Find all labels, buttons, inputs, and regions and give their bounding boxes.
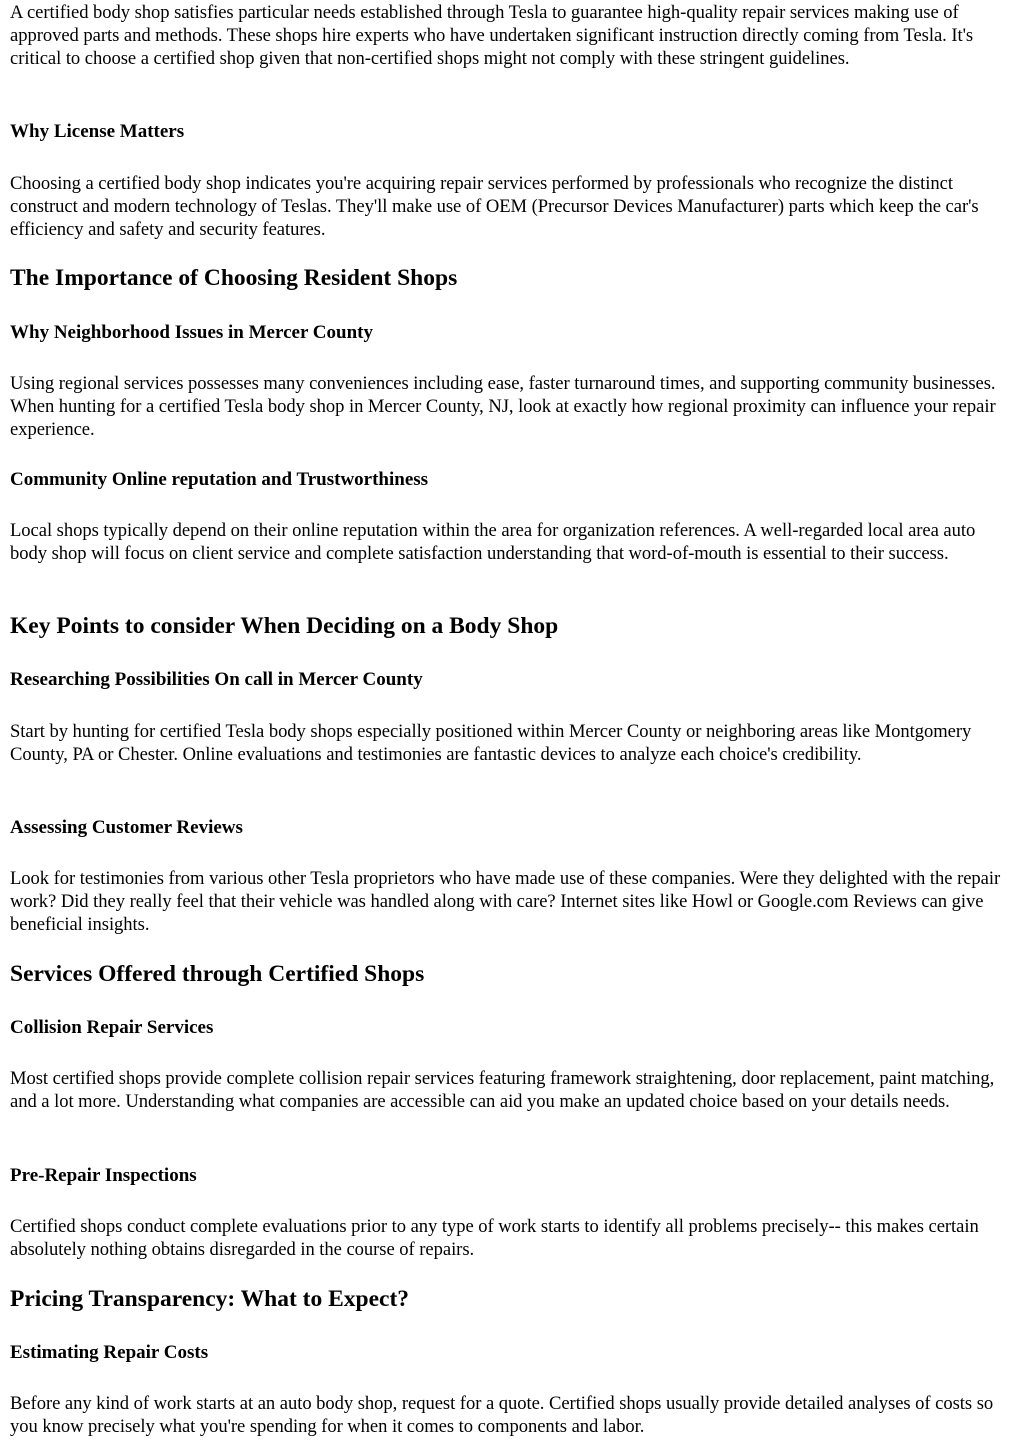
license-paragraph: Choosing a certified body shop indicates you're acquiring repair services performed by professionals who recognize the distinct construct and modern technology of Teslas. They'll make use of OEM (Precursor Devices Manufacturer) parts which keep the car's efficiency and safety and security features.	[10, 173, 979, 241]
reputation-paragraph: Local shops typically depend on their online reputation within the area for organization references. A well-regarded local area auto body shop will focus on client service and complete satisfaction understanding that word-of-mouth is essential to their success.	[10, 520, 976, 565]
collision-paragraph: Most certified shops provide complete collision repair services featuring framework straightening, door replacement, paint matching, and a lot more. Understanding what companies are accessible can aid you make an updated choice based on your details needs.	[10, 1068, 995, 1113]
subheading-community-reputation: Community Online reputation and Trustworthiness	[10, 469, 429, 490]
reviews-paragraph: Look for testimonies from various other Tesla proprietors who have made use of these companies. Were they delighted with the repair work? Did they really feel that their vehicle was handled along with care? Internet sites like Howl or Google.com Reviews can give beneficial insights.	[10, 868, 1001, 936]
subheading-pre-repair-inspections: Pre-Repair Inspections	[10, 1165, 197, 1186]
subheading-customer-reviews: Assessing Customer Reviews	[10, 817, 243, 838]
subheading-neighborhood-issues: Why Neighborhood Issues in Mercer County	[10, 322, 373, 343]
subheading-estimating-costs: Estimating Repair Costs	[10, 1342, 209, 1363]
heading-resident-shops: The Importance of Choosing Resident Shops	[10, 265, 458, 291]
inspections-paragraph: Certified shops conduct complete evaluations prior to any type of work starts to identify all problems precisely-- this makes certain absolutely nothing obtains disregarded in the course of repairs.	[10, 1216, 979, 1261]
subheading-researching: Researching Possibilities On call in Mercer County	[10, 669, 423, 690]
intro-paragraph: A certified body shop satisfies particular needs established through Tesla to guarantee high-quality repair services making use of approved parts and methods. These shops hire experts who have undertaken significant instruction directly coming from Tesla. It's critical to choose a certified shop given that non-certified shops might not comply with these stringent guidelines.	[10, 2, 974, 70]
subheading-collision-repair: Collision Repair Services	[10, 1017, 214, 1038]
estimating-paragraph: Before any kind of work starts at an auto body shop, request for a quote. Certified shops usually provide detailed analyses of costs so you know precisely what you're spending for when it comes to components and labor.	[10, 1393, 994, 1438]
heading-pricing-transparency: Pricing Transparency: What to Expect?	[10, 1286, 410, 1312]
neighborhood-paragraph: Using regional services possesses many conveniences including ease, faster turnaround times, and supporting community businesses. When hunting for a certified Tesla body shop in Mercer County, NJ, look at exactly how regional proximity can influence your repair experience.	[10, 373, 996, 441]
heading-key-points: Key Points to consider When Deciding on a Body Shop	[10, 613, 559, 639]
heading-services-offered: Services Offered through Certified Shops	[10, 961, 425, 987]
researching-paragraph: Start by hunting for certified Tesla body shops especially positioned within Mercer County or neighboring areas like Montgomery County, PA or Chester. Online evaluations and testimonies are fantastic devices to analyze each choice's credibility.	[10, 721, 972, 766]
subheading-why-license-matters: Why License Matters	[10, 121, 185, 142]
